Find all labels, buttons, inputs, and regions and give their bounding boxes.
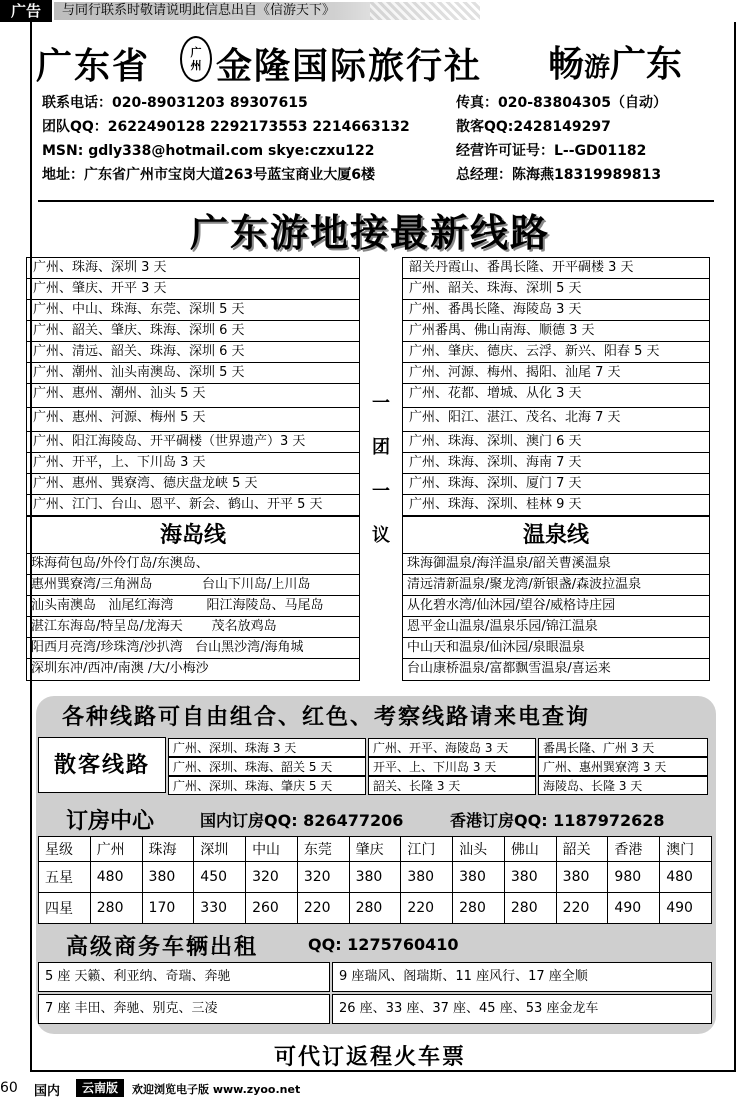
- page-number: 60: [0, 1080, 18, 1096]
- price-header: 澳门: [660, 837, 712, 862]
- price-cell: 220: [297, 893, 349, 924]
- hotspring-row: 珠海御温泉/海洋温泉/韶关曹溪温泉: [403, 554, 709, 575]
- company-province: 广东省: [36, 45, 151, 87]
- section-label: 国内: [34, 1084, 61, 1099]
- price-header: 韶关: [556, 837, 608, 862]
- island-row: 珠海荷包岛/外伶仃岛/东澳岛、: [27, 554, 359, 575]
- route-row: 广州、河源、梅州、揭阳、汕尾 7 天: [403, 363, 709, 384]
- route-row: 广州、江门、台山、恩平、新会、鹤山、开平 5 天: [27, 495, 359, 516]
- route-row: 韶关丹霞山、番禺长隆、开平碉楼 3 天: [403, 258, 709, 279]
- footer-url: 欢迎浏览电子版 www.zyoo.net: [132, 1083, 301, 1096]
- price-cell: 380: [142, 862, 194, 893]
- mid-label: [360, 255, 402, 685]
- domestic-booking-qq: 国内订房QQ: 826477206: [200, 811, 404, 830]
- price-row-four-star: [39, 893, 712, 924]
- route-row: 广州、珠海、深圳、厦门 7 天: [403, 474, 709, 495]
- car-cell: 9 座瑞风、阁瑞斯、11 座风行、17 座全顺: [332, 962, 712, 992]
- price-header: 珠海: [142, 837, 194, 862]
- contact-address: 地址：广东省广州市宝岗大道263号蓝宝商业大厦6楼: [42, 167, 375, 183]
- fit-route: 开平、上、下川岛 3 天: [368, 757, 536, 776]
- price-cell: 320: [297, 862, 349, 893]
- route-row: 广州、肇庆、开平 3 天: [27, 279, 359, 300]
- price-header: 肇庆: [349, 837, 401, 862]
- oval-bottom-char: 州: [190, 59, 202, 72]
- car-cell: 7 座 丰田、奔驰、别克、三凌: [38, 994, 330, 1024]
- route-row: 广州、珠海、深圳、澳门 6 天: [403, 432, 709, 453]
- route-row: 广州、阳江海陵岛、开平碉楼（世界遗产）3 天: [27, 432, 359, 453]
- booking-title: 订房中心: [66, 809, 155, 834]
- route-row: 广州、惠州、巽寮湾、德庆盘龙峡 5 天: [27, 474, 359, 495]
- ad-note: 与同行联系时敬请说明此信息出自《信游天下》: [62, 3, 336, 18]
- contact-fax: 传真：020-83804305（自动）: [456, 95, 667, 111]
- fit-routes-title: 散客线路: [38, 737, 166, 793]
- contact-manager: 总经理：陈海燕18319989813: [456, 167, 662, 183]
- price-cell: 450: [194, 862, 246, 893]
- price-cell: 220: [401, 893, 453, 924]
- route-row: 广州、花都、增城、从化 3 天: [403, 384, 709, 408]
- route-row: 广州番禺、佛山南海、顺德 3 天: [403, 321, 709, 342]
- price-cell: 330: [194, 893, 246, 924]
- price-cell: 380: [504, 862, 556, 893]
- price-cell: 260: [246, 893, 298, 924]
- price-cell: 380: [453, 862, 505, 893]
- hotspring-row: 中山天和温泉/仙沐园/泉眼温泉: [403, 638, 709, 659]
- oval-top-char: 广: [190, 46, 202, 59]
- price-cell: 380: [556, 862, 608, 893]
- island-row: 深圳东冲/西冲/南澳 /大/小梅沙: [31, 661, 209, 676]
- hotspring-row: 恩平金山温泉/温泉乐园/锦江温泉: [403, 617, 709, 638]
- price-cell: 480: [660, 862, 712, 893]
- price-cell: 490: [660, 893, 712, 924]
- island-row: 汕头南澳岛 汕尾红海湾 阳江海陵岛、马尾岛: [27, 596, 359, 617]
- route-row: 广州、中山、珠海、东莞、深圳 5 天: [27, 300, 359, 321]
- right-route-table: [402, 257, 710, 681]
- price-cell: 380: [349, 862, 401, 893]
- slogan-b: 游: [584, 53, 611, 83]
- price-cell: 980: [608, 862, 660, 893]
- fit-route: 广州、深圳、珠海、韶关 5 天: [168, 757, 366, 776]
- main-heading: 广东游地接最新线路: [189, 211, 550, 255]
- hotspring-row: 从化碧水湾/仙沐园/望谷/威格诗庄园: [403, 596, 709, 617]
- price-header: 佛山: [504, 837, 556, 862]
- company-name: 金隆国际旅行社: [216, 45, 483, 87]
- price-cell: 280: [349, 893, 401, 924]
- hotspring-row: 清远清新温泉/聚龙湾/新银盏/森波拉温泉: [403, 575, 709, 596]
- route-row: 广州、阳江、湛江、茂名、北海 7 天: [403, 408, 709, 432]
- train-ticket-note: 可代订返程火车票: [273, 1045, 466, 1070]
- mid-char: 一: [372, 393, 390, 414]
- price-cell: 380: [401, 862, 453, 893]
- route-row: 广州、清远、韶关、珠海、深圳 6 天: [27, 342, 359, 363]
- car-cell: 26 座、33 座、37 座、45 座、53 座金龙车: [332, 994, 712, 1024]
- price-cell: 490: [608, 893, 660, 924]
- fit-route: 广州、深圳、珠海 3 天: [168, 738, 366, 757]
- route-row: 广州、惠州、河源、梅州 5 天: [27, 408, 359, 432]
- left-route-table: [26, 257, 360, 681]
- company-city-oval: [180, 36, 212, 82]
- price-cell: 四星: [39, 893, 91, 924]
- mid-char: 团: [372, 437, 390, 458]
- contact-msn: MSN: gdly338@hotmail.com skye:czxu122: [42, 143, 375, 159]
- car-cell: 5 座 天籁、利亚纳、奇瑞、奔驰: [38, 962, 330, 992]
- island-row: 湛江东海岛/特呈岛/龙海天 茂名放鸡岛: [27, 617, 359, 638]
- company-slogan: [548, 36, 682, 87]
- price-header: 深圳: [194, 837, 246, 862]
- route-row: 广州、惠州、潮州、汕头 5 天: [27, 384, 359, 408]
- route-row: 广州、番禺长隆、海陵岛 3 天: [403, 300, 709, 321]
- price-cell: 480: [90, 862, 142, 893]
- mid-char: 一: [372, 481, 390, 502]
- edition-badge: 云南版: [76, 1079, 124, 1097]
- price-header: 星级: [39, 837, 91, 862]
- fit-route: 广州、惠州巽寮湾 3 天: [538, 757, 708, 776]
- price-header: 江门: [401, 837, 453, 862]
- island-title: 海岛线: [27, 516, 359, 554]
- route-row: 广州、珠海、深圳 3 天: [27, 258, 359, 279]
- route-row: 广州、韶关、珠海、深圳 5 天: [403, 279, 709, 300]
- contact-license: 经营许可证号：L--GD01182: [456, 143, 647, 159]
- hotel-price-table: [38, 836, 712, 924]
- fit-route: 番禺长隆、广州 3 天: [538, 738, 708, 757]
- car-rental-qq: QQ: 1275760410: [308, 935, 459, 954]
- route-row: 广州、珠海、深圳、桂林 9 天: [403, 495, 709, 516]
- price-header: 广州: [90, 837, 142, 862]
- fit-route: 广州、开平、海陵岛 3 天: [368, 738, 536, 757]
- price-cell: 五星: [39, 862, 91, 893]
- route-row: 广州、开平，上、下川岛 3 天: [27, 453, 359, 474]
- ad-tag: 广告: [0, 0, 52, 22]
- price-header: 东莞: [297, 837, 349, 862]
- route-row: 广州、潮州、汕头南澳岛、深圳 5 天: [27, 363, 359, 384]
- checker-pattern: [370, 2, 480, 20]
- mid-char: 议: [372, 525, 390, 546]
- route-row: 广州、珠海、深圳、海南 7 天: [403, 453, 709, 474]
- contact-phone: 联系电话：020-89031203 89307615: [42, 95, 308, 111]
- contact-fit-qq: 散客QQ:2428149297: [456, 119, 611, 135]
- hotspring-row: 台山康桥温泉/富都飘雪温泉/喜运来: [407, 661, 611, 676]
- price-cell: 280: [453, 893, 505, 924]
- price-header: 中山: [246, 837, 298, 862]
- price-cell: 280: [504, 893, 556, 924]
- slogan-c: 广东: [610, 43, 683, 85]
- hotspring-title: 温泉线: [403, 516, 709, 554]
- route-row: 广州、肇庆、德庆、云浮、新兴、阳春 5 天: [403, 342, 709, 363]
- slogan-a: 畅: [548, 43, 585, 85]
- island-row: 惠州巽寮湾/三角洲岛 台山下川岛/上川岛: [27, 575, 359, 596]
- island-row: 阳西月亮湾/珍珠湾/沙扒湾 台山黑沙湾/海角城: [27, 638, 359, 659]
- combo-note: 各种线路可自由组合、红色、考察线路请来电查询: [62, 705, 591, 730]
- price-cell: 320: [246, 862, 298, 893]
- contact-team-qq: 团队QQ：2622490128 2292173553 2214663132: [42, 119, 410, 135]
- fit-route: 海陵岛、长隆 3 天: [538, 776, 708, 795]
- price-cell: 170: [142, 893, 194, 924]
- price-header: 汕头: [453, 837, 505, 862]
- price-cell: 220: [556, 893, 608, 924]
- price-cell: 280: [90, 893, 142, 924]
- price-header: 香港: [608, 837, 660, 862]
- car-rental-title: 高级商务车辆出租: [66, 935, 259, 960]
- route-row: 广州、韶关、肇庆、珠海、深圳 6 天: [27, 321, 359, 342]
- price-row-five-star: [39, 862, 712, 893]
- hk-booking-qq: 香港订房QQ: 1187972628: [450, 811, 665, 830]
- fit-route: 韶关、长隆 3 天: [368, 776, 536, 795]
- fit-route: 广州、深圳、珠海、肇庆 5 天: [168, 776, 366, 795]
- price-header-row: [39, 837, 712, 862]
